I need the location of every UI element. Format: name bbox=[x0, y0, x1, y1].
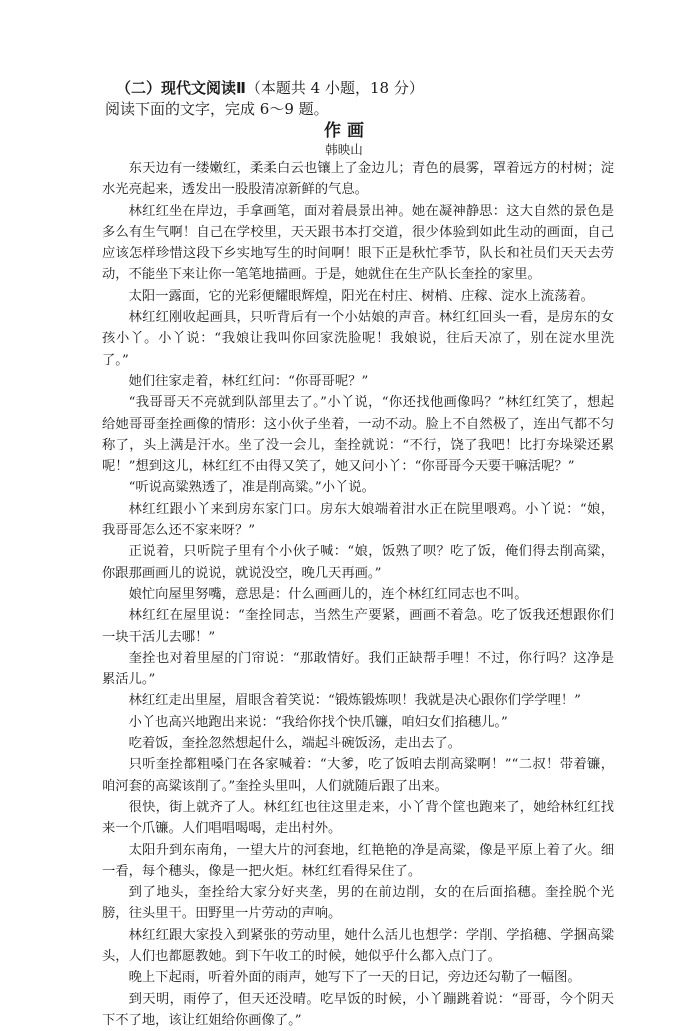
reading-instruction: 阅读下面的文字，完成 6～9 题。 bbox=[105, 100, 329, 118]
story-paragraph: 林红红跟大家投入到紧张的劳动里，她什么活儿也想学：学削、学掐穗、学捆高粱头，人们也都愿教她。到下午收工的时候，她似乎什么都入点门了。 bbox=[102, 927, 614, 964]
story-paragraph: 小丫也高兴地跑出来说：“我给你找个快爪镰，咱妇女们掐穗儿。” bbox=[128, 714, 508, 730]
story-paragraph: 只听奎拴都粗嗓门在各家喊着：“大爹，吃了饭咱去削高粱啊！”“二叔！带着镰，咱河套的高粱该削了。”奎拴头里叫，人们就随后跟了出来。 bbox=[102, 757, 614, 794]
story-paragraph: 奎拴也对着里屋的门帘说：“那敢情好。我们正缺帮手哩！不过，你行吗？这净是累活儿。” bbox=[102, 650, 614, 688]
story-paragraph: 东天边有一缕嫩红，柔柔白云也镶上了金边儿；青色的晨雾，罩着远方的村树；淀水光亮起来，透发出一股股清凉新鲜的气息。 bbox=[102, 161, 614, 198]
story-author: 韩映山 bbox=[325, 142, 363, 157]
story-title: 作 画 bbox=[324, 121, 364, 141]
story-paragraph: 到天明，雨停了，但天还没晴。吃早饭的时候，小丫蹦跳着说：“哥哥，今个阴天下不了地，该让红姐给你画像了。” bbox=[102, 991, 614, 1028]
section-heading-score: （本题共 4 小题，18 分） bbox=[245, 79, 424, 97]
story-paragraph: “听说高粱熟透了，准是削高粱。”小丫说。 bbox=[128, 480, 375, 496]
story-paragraph: 到了地头，奎拴给大家分好夹垄，男的在前边削，女的在后面掐穗。奎拴脱个光膀，往头里干。田野里一片劳动的声响。 bbox=[102, 885, 614, 922]
story-paragraph: 林红红在屋里说：“奎拴同志，当然生产要紧，画画不着急。吃了饭我还想跟你们一块干活儿去哪！” bbox=[102, 608, 614, 645]
story-paragraph: 很快，街上就齐了人。林红红也往这里走来，小丫背个筐也跑来了，她给林红红找来一个爪镰。人们唱唱喝喝，走出村外。 bbox=[102, 799, 614, 837]
story-paragraph: 正说着，只听院子里有个小伙子喊：“娘，饭熟了呗？吃了饭，俺们得去削高粱，你跟那画画儿的说说，就说没空，晚几天再画。” bbox=[102, 544, 614, 581]
story-paragraph: 林红红刚收起画具，只听背后有一个小姑娘的声音。林红红回头一看，是房东的女孩小丫。小丫说：“我娘让我叫你回家洗脸呢！我娘说，往后天凉了，别在淀水里洗了。” bbox=[102, 310, 614, 368]
story-paragraph: 她们往家走着，林红红问：“你哥哥呢？” bbox=[128, 373, 369, 389]
story-paragraph: “我哥哥天不亮就到队部里去了。”小丫说，“你还找他画像吗？”林红红笑了，想起给她哥哥奎拴画像的情形：这小伙子坐着，一动不动。脸上不自然极了，连出气都不匀称了，头上满是汗水。坐了没一会儿，奎拴就说：“不行，饶了我吧！比打夯垛梁还累呢！”想到这儿，林红红不由得又笑了，她又问小丫：“你哥哥今天要干嘛活呢？” bbox=[102, 395, 614, 475]
section-heading bbox=[116, 77, 424, 99]
story-paragraph: 娘忙向屋里努嘴，意思是：什么画画儿的，连个林红红同志也不叫。 bbox=[128, 586, 528, 602]
story-paragraph: 吃着饭，奎拴忽然想起什么，端起斗碗饭汤，走出去了。 bbox=[128, 736, 462, 752]
story-paragraph: 林红红走出里屋，眉眼含着笑说：“锻炼锻炼呗！我就是决心跟你们学学哩！” bbox=[128, 693, 581, 709]
story-paragraph: 晚上下起雨，听着外面的雨声，她写下了一天的日记，旁边还勾勒了一幅图。 bbox=[128, 970, 581, 986]
story-paragraph: 林红红坐在岸边，手拿画笔，面对着晨景出神。她在凝神静思：这大自然的景色是多么有生气啊！自己在学校里，天天跟书本打交道，很少体验到如此生动的画面，自己应该怎样珍惜这段下乡实地写生的时间啊！眼下正是秋忙季节，队长和社员们天天去劳动，不能坐下来让你一笔笔地描画。于是，她就住在生产队长奎拴的家里。 bbox=[102, 203, 614, 283]
section-heading-label: （二）现代文阅读Ⅱ bbox=[116, 79, 246, 97]
story-paragraph: 太阳一露面，它的光彩便耀眼辉煌，阳光在村庄、树梢、庄稼、淀水上流荡着。 bbox=[128, 288, 594, 304]
story-paragraph: 太阳升到东南角，一望大片的河套地，红艳艳的净是高粱，像是平原上着了火。细一看，每个穗头，像是一把火炬。林红红看得呆住了。 bbox=[102, 842, 614, 879]
story-body bbox=[102, 158, 614, 1031]
story-paragraph: 林红红跟小丫来到房东家门口。房东大娘端着泔水正在院里喂鸡。小丫说：“娘，我哥哥怎么还不家来呀？” bbox=[102, 501, 614, 539]
